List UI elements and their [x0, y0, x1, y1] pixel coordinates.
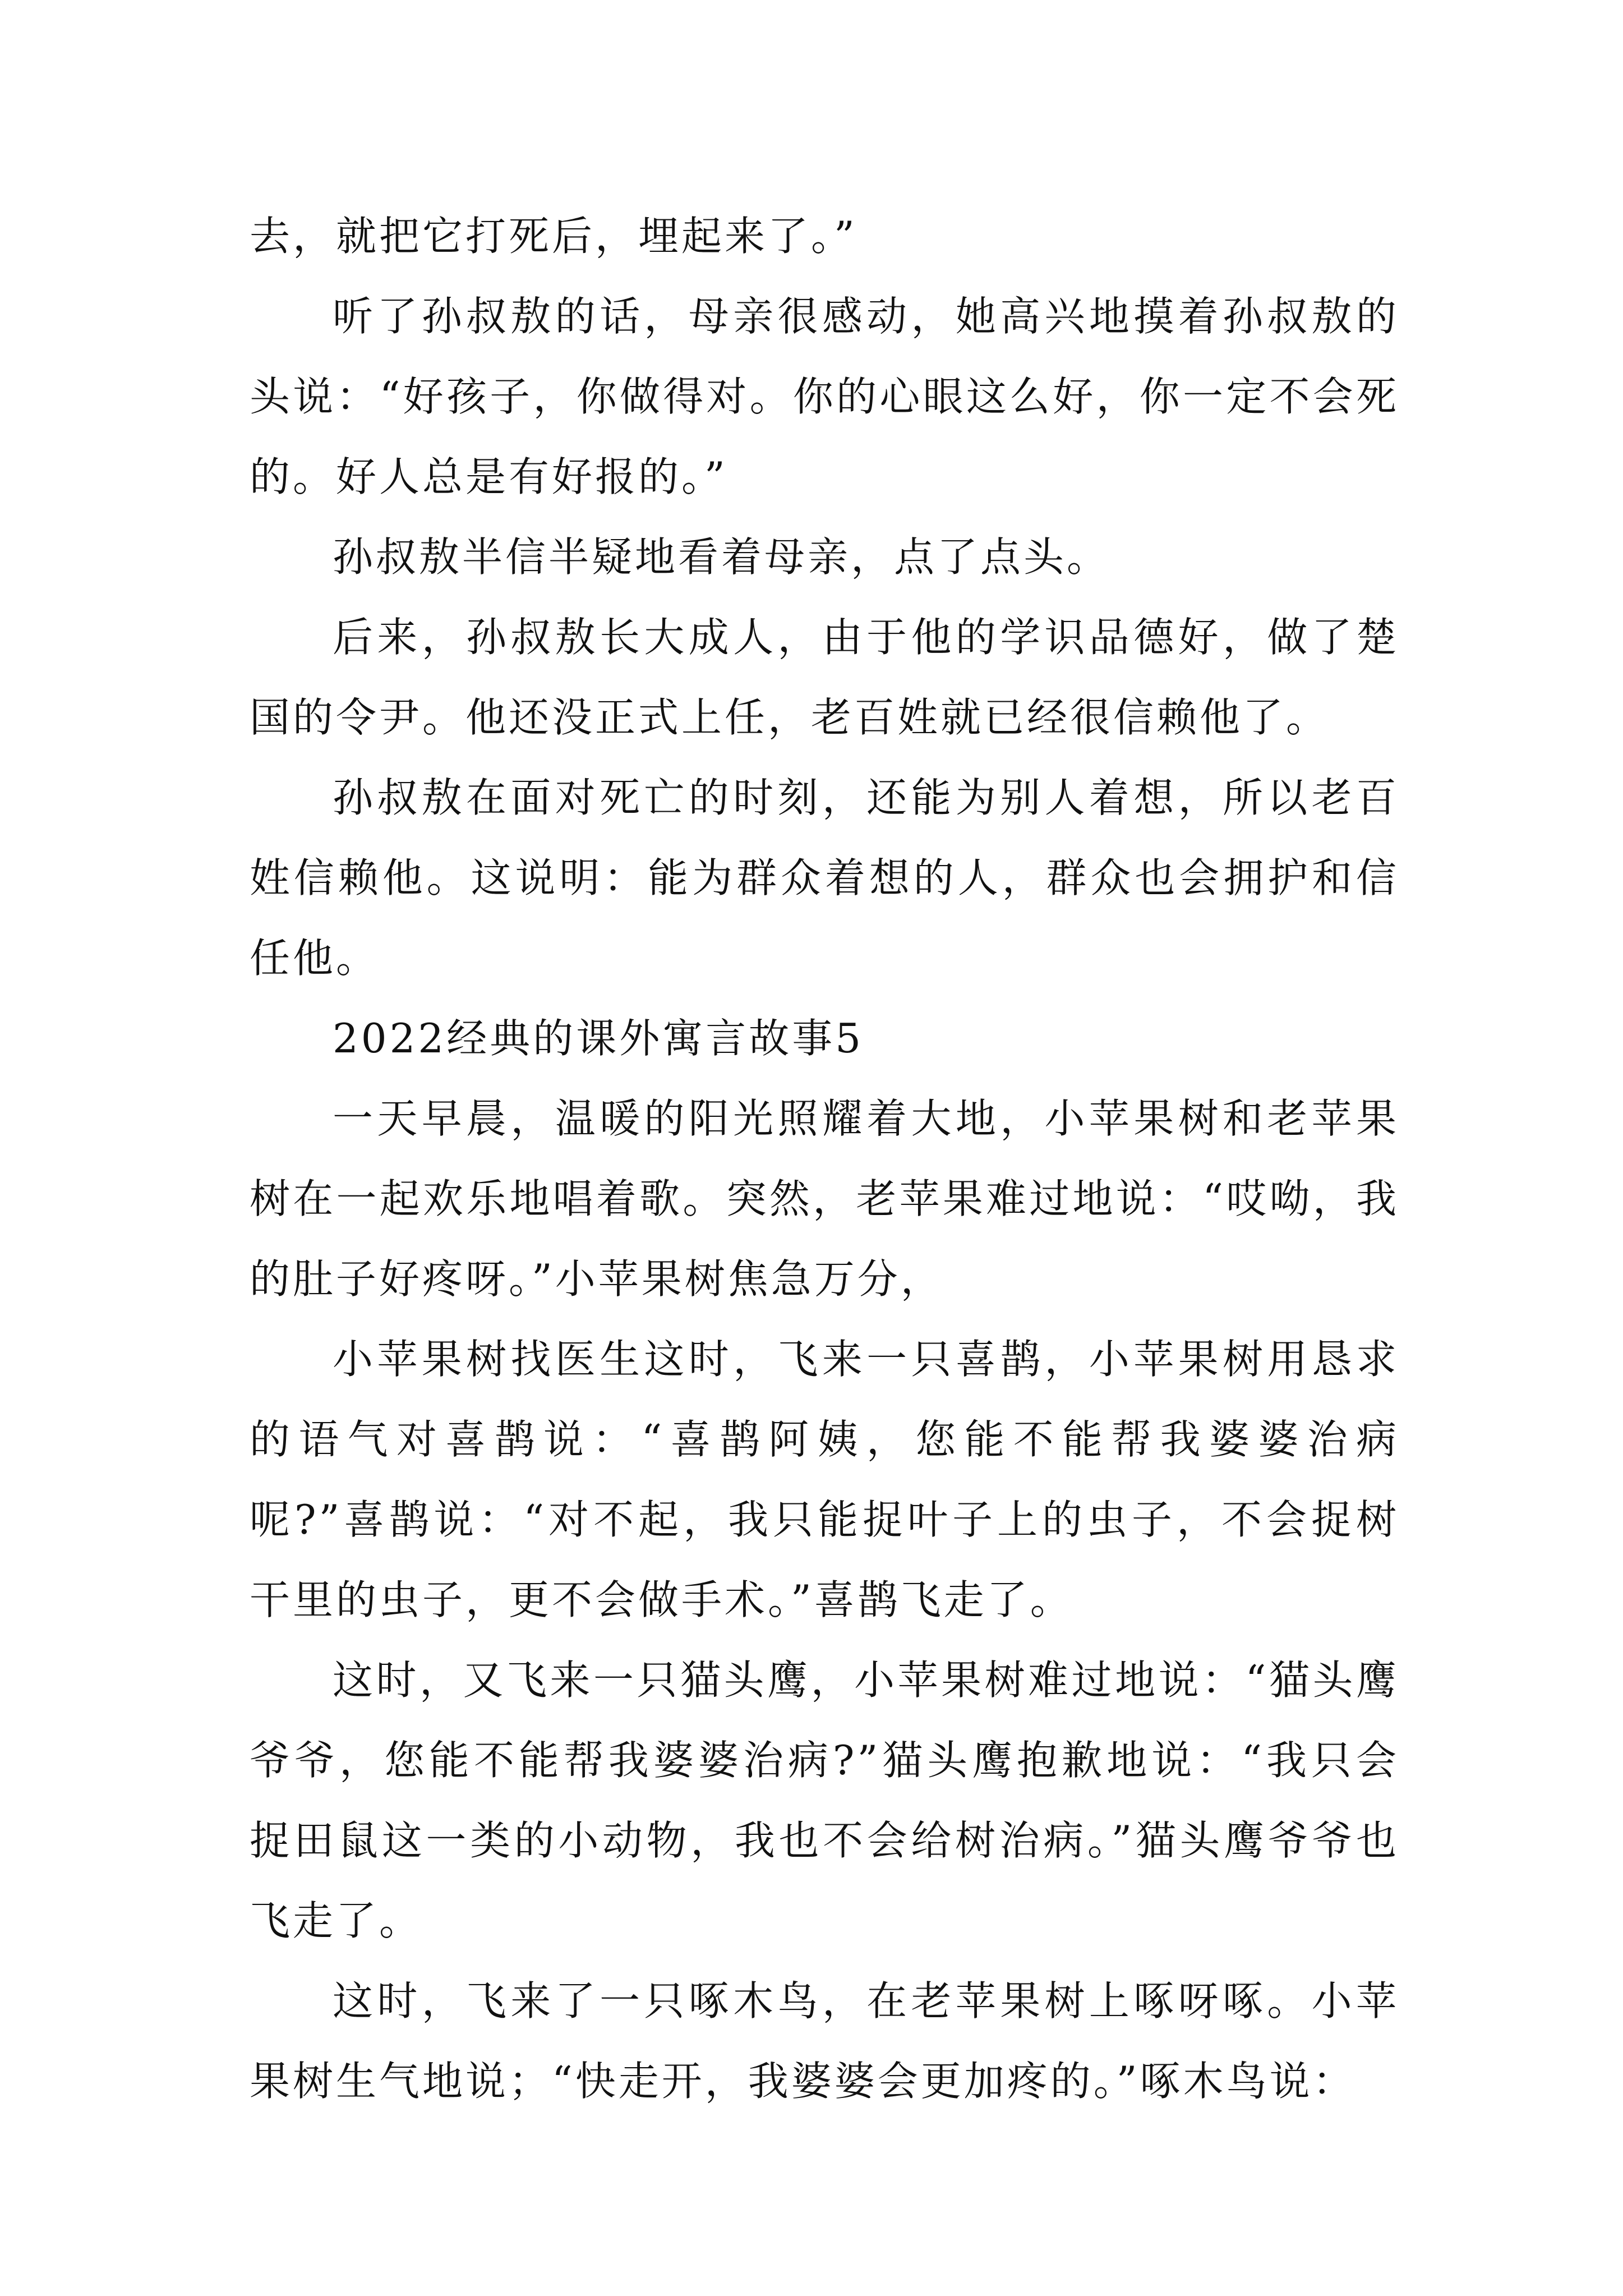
paragraph-5: 孙叔敖在面对死亡的时刻，还能为别人着想，所以老百姓信赖他。这说明：能为群众着想的人，群众也会拥护和信任他。: [250, 774, 1399, 982]
paragraph-2: 听了孙叔敖的话，母亲很感动，她高兴地摸着孙叔敖的头说：“好孩子，你做得对。你的心眼这么好，你一定不会死的。好人总是有好报的。”: [250, 293, 1399, 500]
paragraph-3: 孙叔敖半信半疑地看着母亲，点了点头。: [333, 533, 1110, 581]
paragraph-9: 这时，飞来了一只啄木鸟，在老苹果树上啄呀啄。小苹果树生气地说；“快走开，我婆婆会更加疼的。”啄木鸟说：: [250, 1977, 1399, 2105]
paragraph-1: 去，就把它打死后，埋起来了。”: [250, 213, 857, 260]
paragraph-4: 后来，孙叔敖长大成人，由于他的学识品德好，做了楚国的令尹。他还没正式上任，老百姓就已经很信赖他了。: [250, 614, 1399, 741]
paragraph-7: 小苹果树找医生这时，飞来一只喜鹊，小苹果树用恳求的语气对喜鹊说：“喜鹊阿姨，您能不能帮我婆婆治病呢?”喜鹊说：“对不起，我只能捉叶子上的虫子，不会捉树干里的虫子，更不会做手术。”喜鹊飞走了。: [250, 1336, 1399, 1623]
paragraph-6: 一天早晨，温暖的阳光照耀着大地，小苹果树和老苹果树在一起欢乐地唱着歌。突然，老苹果难过地说：“哎呦，我的肚子好疼呀。”小苹果树焦急万分，: [250, 1095, 1399, 1303]
document-body: [250, 196, 1399, 2122]
story-heading: 2022经典的课外寓言故事5: [333, 1015, 864, 1062]
paragraph-8: 这时，又飞来一只猫头鹰，小苹果树难过地说：“猫头鹰爷爷，您能不能帮我婆婆治病?”猫头鹰抱歉地说：“我只会捉田鼠这一类的小动物，我也不会给树治病。”猫头鹰爷爷也飞走了。: [250, 1657, 1399, 1944]
